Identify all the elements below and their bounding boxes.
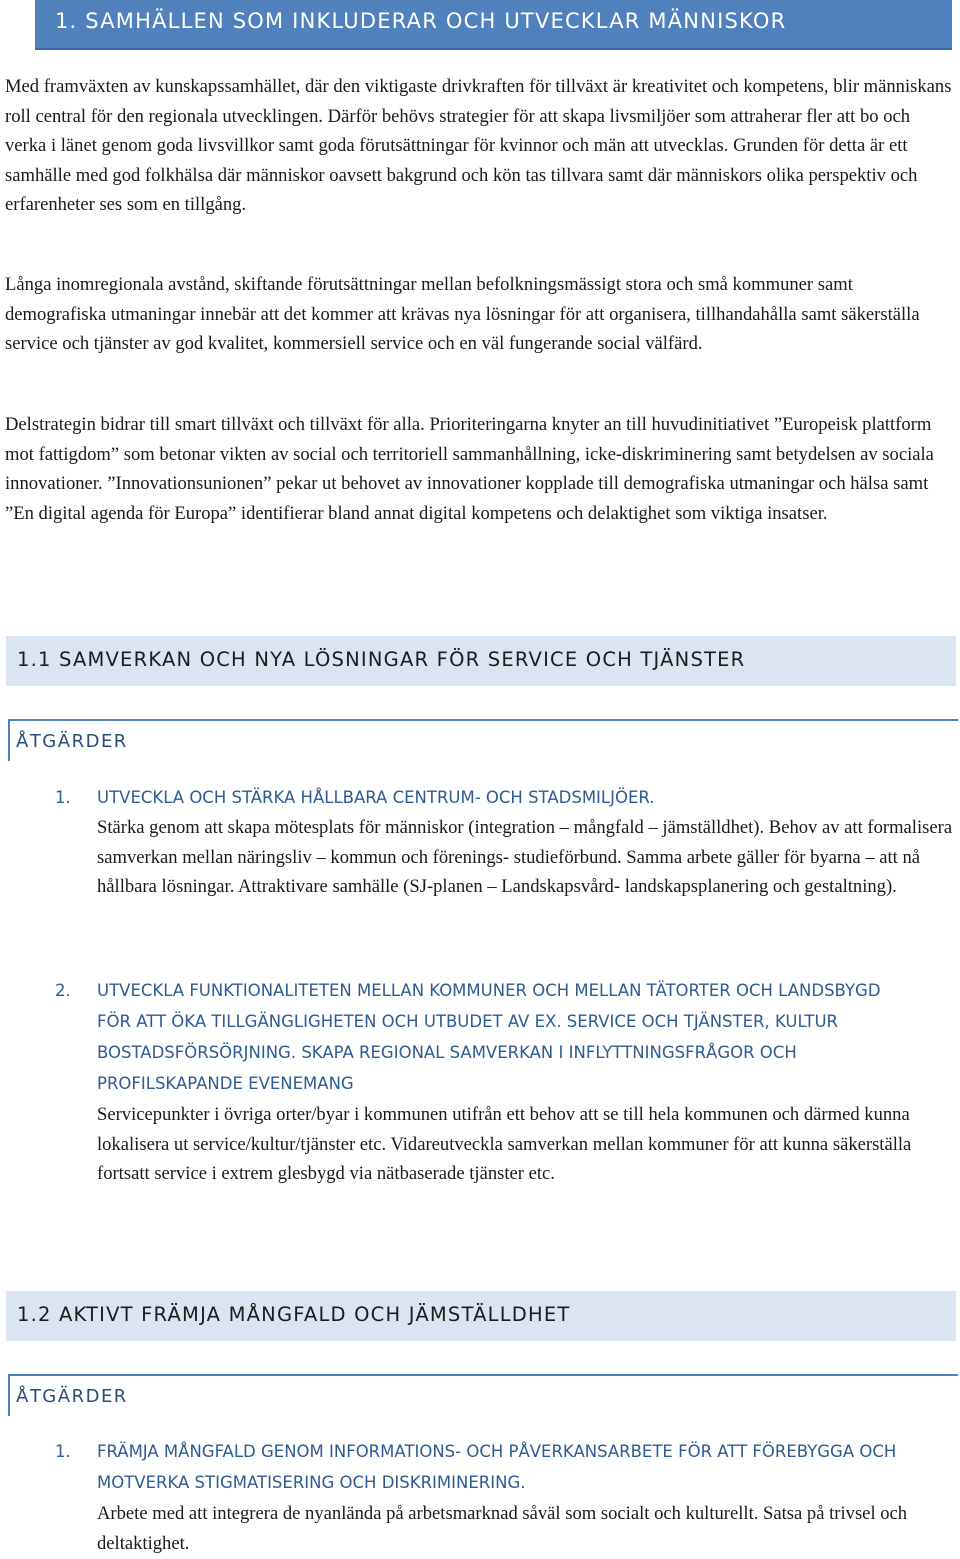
measure-1-1-2-body: Servicepunkter i övriga orter/byar i kommunen utifrån ett behov att se till hela kommunen och därmed kunna lokalisera ut service/kultur/tjänster etc. Vidareutveckla samverkan mellan kommuner för att kunna säkerställa fortsatt service i extrem glesbygd via nätbaserade tjänster etc. xyxy=(97,1104,912,1185)
measure-1-1-1-body: Stärka genom att skapa mötesplats för människor (integration – mångfald – jämställdhet). Behov av att formalisera samverkan mellan näringsliv – kommun och förenings- studieförbund. Samma arbete gäller för byarna – att nå hållbara lösningar. Attraktivare samhälle (SJ-planen – Landskapsvård- landskapsplanering och gestaltning). xyxy=(97,817,953,898)
measures-heading-1-1-frame xyxy=(8,719,958,761)
intro-paragraph-1: Med framväxten av kunskapssamhället, där den viktigaste drivkraften för tillväxt är kreativitet och kompetens, blir människans roll central för den regionala utvecklingen. Därför behövs strategier för att skapa livsmiljöer som attraherar fler att bo och verka i länet genom goda livsvillkor samt goda förutsättningar för kvinnor och män att utvecklas. Grunden för detta är ett samhälle med god folkhälsa där människor oavsett bakgrund och kön tas tillvara samt där människors olika perspektiv och erfarenheter ses som en tillgång. xyxy=(5,76,952,216)
section-heading-1-1-bar xyxy=(6,636,956,686)
section-heading-1-1: 1.1 SAMVERKAN OCH NYA LÖSNINGAR FÖR SERVICE OCH TJÄNSTER xyxy=(17,648,746,671)
intro-paragraph-2: Långa inomregionala avstånd, skiftande förutsättningar mellan befolkningsmässigt stora och små kommuner samt demografiska utmaningar innebär att det kommer att krävas nya lösningar för att organisera, tillhandahålla samt säkerställa service och tjänster av god kvalitet, kommersiell service och en väl fungerande social välfärd. xyxy=(5,274,920,355)
intro-paragraph-3: Delstrategin bidrar till smart tillväxt och tillväxt för alla. Prioriteringarna knyter an till huvudinitiativet ”Europeisk plattform mot fattigdom” som betonar vikten av social och territoriell sammanhållning, icke-diskriminering samt betydelsen av sociala innovationer. ”Innovationsunionen” pekar ut behovet av innovationer kopplade till demografiska utmaningar och hälsa samt ”En digital agenda för Europa” identifierar bland annat digital kompetens och delaktighet som viktiga insatser. xyxy=(5,414,934,524)
measures-heading-1-1: ÅTGÄRDER xyxy=(16,731,128,752)
measure-1-2-1-number: 1. xyxy=(55,1442,71,1461)
section-heading-1-2: 1.2 AKTIVT FRÄMJA MÅNGFALD OCH JÄMSTÄLLDHET xyxy=(17,1303,571,1326)
measure-1-1-2-number: 2. xyxy=(55,981,71,1000)
measure-1-2-1-title: FRÄMJA MÅNGFALD GENOM INFORMATIONS- OCH PÅVERKANSARBETE FÖR ATT FÖREBYGGA OCH MOTVERKA STIGMATISERING OCH DISKRIMINERING. xyxy=(97,1442,897,1492)
chapter-heading: 1. SAMHÄLLEN SOM INKLUDERAR OCH UTVECKLAR MÄNNISKOR xyxy=(55,9,787,33)
chapter-heading-bar xyxy=(35,0,952,48)
measure-1-2-1-body: Arbete med att integrera de nyanlända på arbetsmarknad såväl som socialt och kulturellt. Satsa på trivsel och deltaktighet. xyxy=(97,1503,908,1554)
measure-1-1-1-title: UTVECKLA OCH STÄRKA HÅLLBARA CENTRUM- OCH STADSMILJÖER. xyxy=(97,788,655,807)
measure-1-1-2-title: UTVECKLA FUNKTIONALITETEN MELLAN KOMMUNER OCH MELLAN TÄTORTER OCH LANDSBYGD FÖR ATT ÖKA TILLGÄNGLIGHETEN OCH UTBUDET AV EX. SERVICE OCH TJÄNSTER, KULTUR BOSTADSFÖRSÖRJNING. SKAPA REGIONAL SAMVERKAN I INFLYTTNINGSFRÅGOR OCH PROFILSKAPANDE EVENEMANG xyxy=(97,981,881,1093)
measures-heading-1-2: ÅTGÄRDER xyxy=(16,1386,128,1407)
measures-heading-1-2-frame xyxy=(8,1374,958,1416)
section-heading-1-2-bar xyxy=(6,1291,956,1341)
measure-1-1-1-number: 1. xyxy=(55,788,71,807)
